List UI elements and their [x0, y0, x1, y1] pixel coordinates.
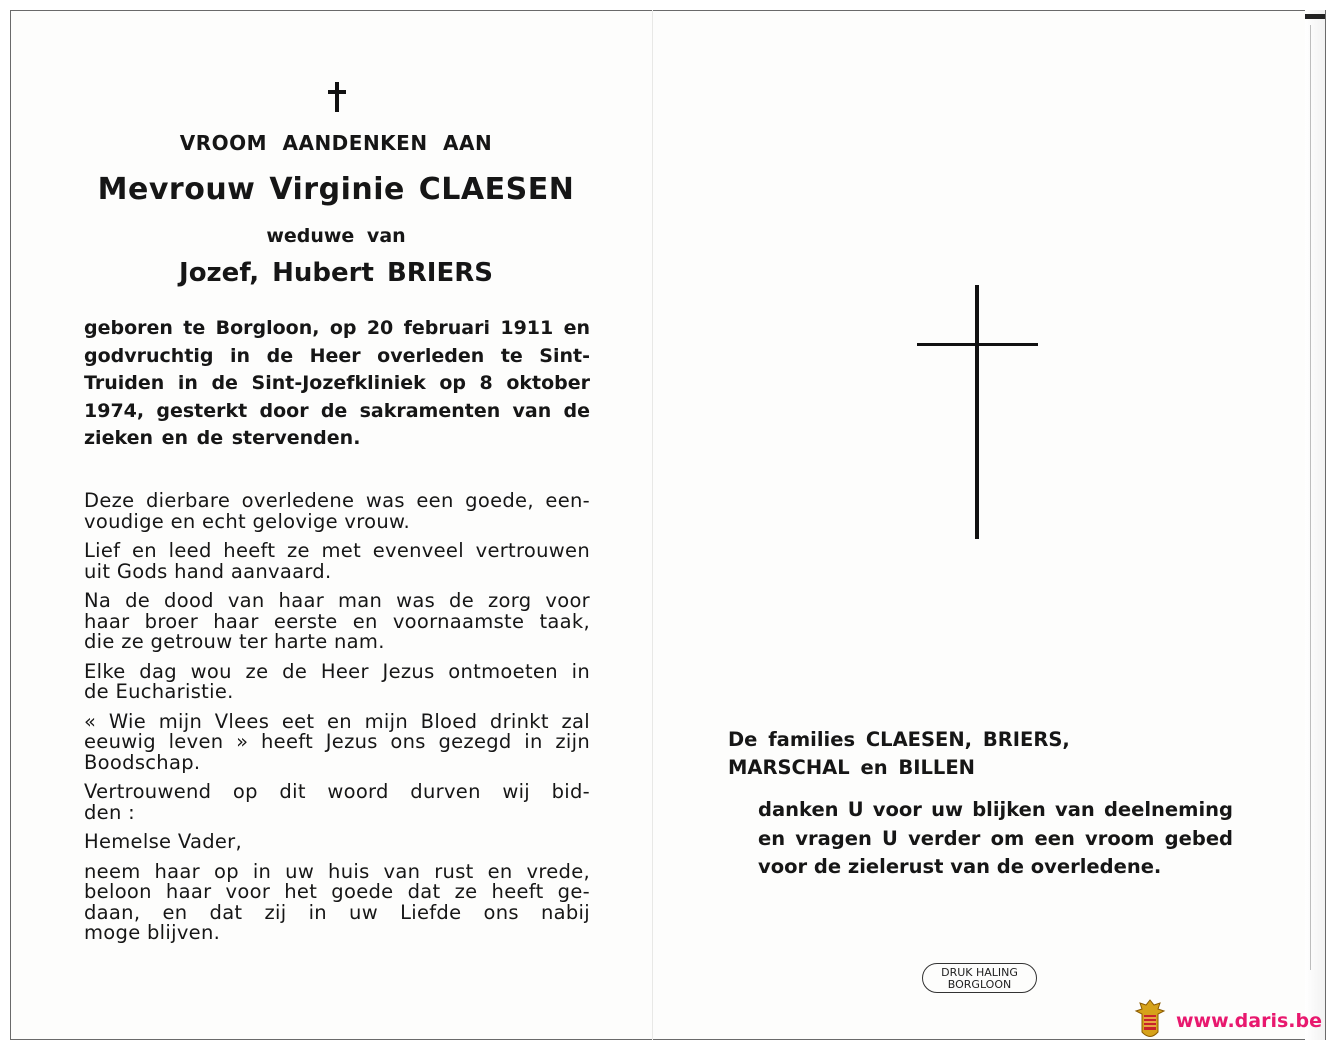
prayer-line: Elke dag wou ze de Heer Jezus ontmoeten in — [84, 659, 590, 683]
bio-line: geboren te Borgloon, op 20 februari 1911 en — [84, 317, 590, 339]
prayer-line: Na de dood van haar man was de zorg voor — [84, 589, 590, 612]
deceased-name: Mevrouw Virginie CLAESEN — [97, 172, 575, 207]
biography — [84, 315, 590, 453]
prayer-line: Deze dierbare overledene was een goede, een- — [84, 489, 590, 512]
widow-of-label: weduwe van — [266, 225, 406, 247]
bio-line: Truiden in de Sint-Jozefkliniek op 8 oktober — [84, 372, 590, 394]
prayer-block — [84, 541, 590, 582]
prayer-line: de Eucharistie. — [84, 680, 234, 703]
bio-line: zieken en de stervenden. — [84, 427, 361, 449]
prayer-line: die ze getrouw ter harte nam. — [84, 630, 385, 653]
edge-mark — [1305, 14, 1325, 19]
prayer-line: daan, en dat zij in uw Liefde ons nabij — [84, 900, 590, 924]
large-cross-icon — [975, 285, 979, 539]
printer-mark — [922, 963, 1037, 993]
thanks-line: voor de zielerust van de overledene. — [758, 855, 1162, 878]
card-edge — [1305, 10, 1325, 1040]
prayer-block — [84, 859, 590, 944]
prayer-line: « Wie mijn Vlees eet en mijn Bloed drinkt zal — [84, 709, 590, 733]
prayer-block — [84, 491, 590, 532]
bio-line: godvruchtig in de Heer overleden te Sint- — [84, 344, 590, 367]
bio-line: 1974, gesterkt door de sakramenten van de — [84, 399, 590, 422]
thanks-line: en vragen U verder om een vroom gebed — [758, 826, 1233, 850]
prayer-line: Vertrouwend op dit woord durven wij bid- — [84, 780, 590, 803]
prayer-line: eeuwig leven » heeft Jezus ons gezegd in zijn — [84, 730, 590, 753]
prayer-line: Hemelse Vader, — [84, 830, 242, 853]
prayer-block — [84, 709, 590, 774]
prayer-line: neem haar op in uw huis van rust en vrede, — [84, 859, 590, 883]
prayer-line: Lief en leed heeft ze met evenveel vertrouwen — [84, 539, 590, 562]
husband-name: Jozef, Hubert BRIERS — [179, 258, 493, 288]
prayer-block — [84, 782, 590, 823]
prayer-block — [84, 659, 590, 703]
thanks-message — [758, 796, 1233, 882]
prayer-line: haar broer haar eerste en voornaamste taak, — [84, 609, 590, 633]
families-line: MARSCHAL en BILLEN — [728, 756, 975, 779]
large-cross-arm — [917, 343, 1038, 346]
prayer-line: voudige en echt gelovige vrouw. — [84, 509, 411, 533]
prayer-line: uit Gods hand aanvaard. — [84, 559, 332, 583]
prayer-line: moge blijven. — [84, 921, 221, 944]
printer-line: BORGLOON — [947, 978, 1012, 991]
website-link[interactable]: www.daris.be — [1176, 1010, 1322, 1032]
families-line: De families CLAESEN, BRIERS, — [728, 728, 1070, 751]
prayer-line: Boodschap. — [84, 750, 201, 774]
printer-line: DRUK HALING — [941, 966, 1018, 979]
crest-icon — [1134, 998, 1166, 1042]
small-cross-icon — [335, 82, 339, 112]
thanks-line: danken U voor uw blijken van deelneming — [758, 798, 1233, 821]
families — [728, 726, 1070, 782]
prayer-block — [84, 591, 590, 653]
edge-line — [1310, 25, 1311, 970]
card-fold — [652, 10, 653, 1040]
prayer-text — [84, 491, 590, 953]
prayer-line: den : — [84, 800, 136, 824]
prayer-line: beloon haar voor het goede dat ze heeft ge- — [84, 880, 590, 903]
memorial-heading: VROOM AANDENKEN AAN — [179, 131, 493, 155]
prayer-block — [84, 832, 590, 853]
